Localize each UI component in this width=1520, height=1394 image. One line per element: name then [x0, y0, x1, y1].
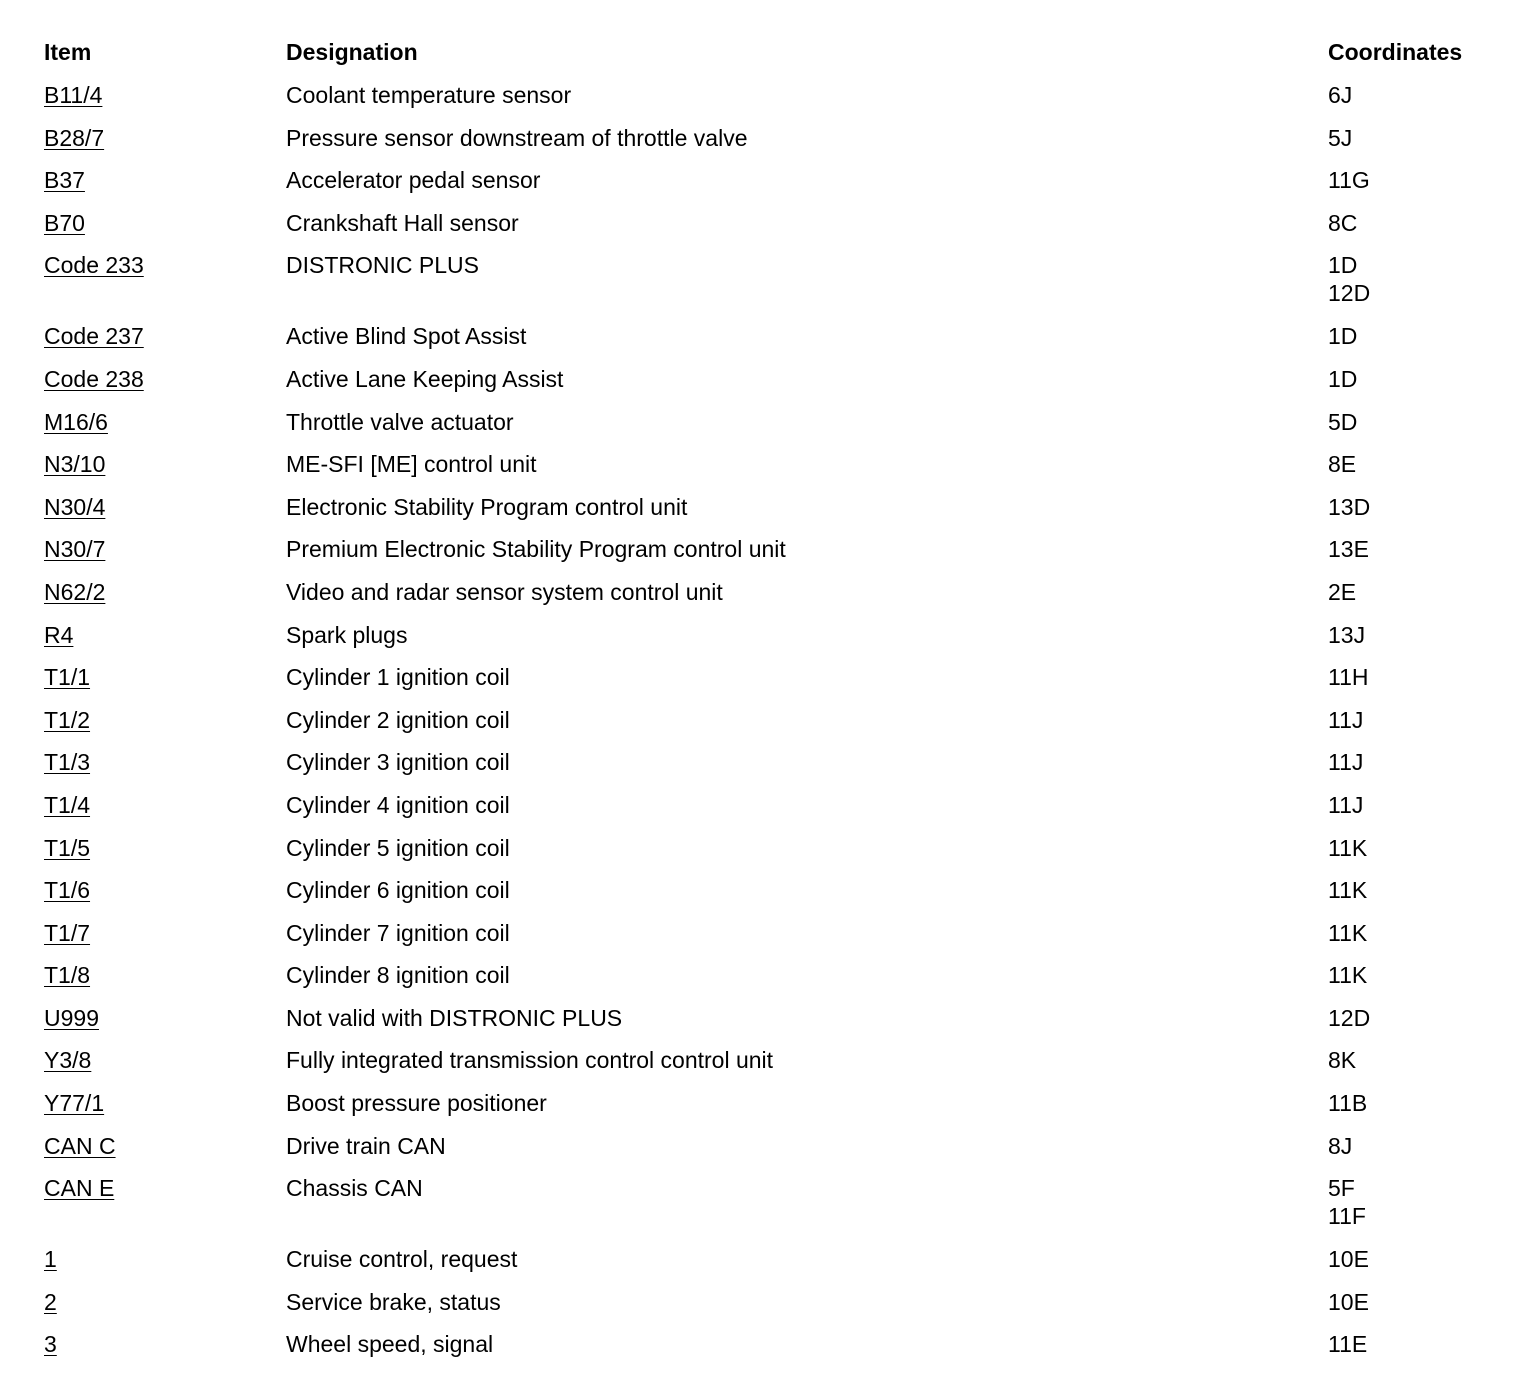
- item-cell: [44, 1089, 286, 1117]
- item-cell: [44, 166, 286, 194]
- item-link[interactable]: CAN C: [44, 1132, 116, 1159]
- coordinate-value: 2E: [1328, 578, 1357, 605]
- coordinates-cell: [1328, 209, 1484, 237]
- designation-cell: Wheel speed, signal: [286, 1331, 494, 1358]
- table-row: [44, 1132, 1484, 1175]
- table-row: [44, 919, 1484, 962]
- coordinate-value: 10E: [1328, 1288, 1369, 1315]
- item-cell: [44, 209, 286, 237]
- coordinates-cell: [1328, 166, 1484, 194]
- item-link[interactable]: B37: [44, 167, 85, 194]
- item-link[interactable]: B70: [44, 209, 85, 236]
- table-row: [44, 81, 1484, 124]
- table-row: [44, 1174, 1484, 1245]
- table-row: [44, 166, 1484, 209]
- item-cell: [44, 621, 286, 649]
- coordinate-value: 1D: [1328, 252, 1358, 279]
- item-link[interactable]: N30/7: [44, 536, 106, 563]
- table-row: [44, 663, 1484, 706]
- table-row: [44, 322, 1484, 365]
- item-link[interactable]: 3: [44, 1331, 57, 1358]
- designation-cell: Cylinder 1 ignition coil: [286, 664, 510, 691]
- coordinate-value: 11G: [1328, 167, 1370, 194]
- table-row: [44, 1245, 1484, 1288]
- item-cell: [44, 450, 286, 478]
- coordinates-cell: [1328, 450, 1484, 478]
- item-link[interactable]: N3/10: [44, 451, 106, 478]
- item-cell: [44, 365, 286, 393]
- coordinate-value: 13E: [1328, 536, 1369, 563]
- designation-cell: Cylinder 2 ignition coil: [286, 706, 510, 733]
- coordinates-cell: [1328, 1132, 1484, 1160]
- header-item: Item: [44, 39, 92, 65]
- item-cell: [44, 493, 286, 521]
- item-link[interactable]: U999: [44, 1004, 99, 1031]
- designation-cell: Pressure sensor downstream of throttle valve: [286, 124, 748, 151]
- designation-cell: Cylinder 8 ignition coil: [286, 962, 510, 989]
- coordinates-cell: [1328, 1245, 1484, 1273]
- coordinate-value: 12D: [1328, 280, 1371, 307]
- coordinate-value: 8C: [1328, 209, 1358, 236]
- coordinates-cell: [1328, 834, 1484, 862]
- coordinates-cell: [1328, 791, 1484, 819]
- designation-cell: Fully integrated transmission control control unit: [286, 1047, 774, 1074]
- item-link[interactable]: N30/4: [44, 493, 106, 520]
- item-cell: [44, 1245, 286, 1273]
- table-row: [44, 124, 1484, 167]
- item-cell: [44, 1174, 286, 1202]
- item-link[interactable]: CAN E: [44, 1175, 115, 1202]
- item-cell: [44, 1004, 286, 1032]
- item-link[interactable]: 1: [44, 1246, 57, 1273]
- table-row: [44, 209, 1484, 252]
- designation-cell: Throttle valve actuator: [286, 408, 514, 435]
- coordinate-value: 8K: [1328, 1047, 1357, 1074]
- designation-cell: ME-SFI [ME] control unit: [286, 451, 537, 478]
- item-link[interactable]: 2: [44, 1288, 57, 1315]
- coordinates-cell: [1328, 1046, 1484, 1074]
- table-row: [44, 791, 1484, 834]
- coordinates-cell: [1328, 408, 1484, 436]
- coordinate-value: 6J: [1328, 82, 1353, 108]
- item-cell: [44, 251, 286, 279]
- coordinate-value: 10E: [1328, 1246, 1369, 1273]
- coordinates-cell: [1328, 124, 1484, 152]
- table-row: [44, 876, 1484, 919]
- designation-cell: Cylinder 7 ignition coil: [286, 919, 510, 946]
- designation-cell: Crankshaft Hall sensor: [286, 209, 519, 236]
- table-row: [44, 251, 1484, 322]
- item-cell: [44, 124, 286, 152]
- designation-cell: Cruise control, request: [286, 1246, 518, 1273]
- table-row: [44, 1330, 1484, 1373]
- coordinates-cell: [1328, 322, 1484, 350]
- item-link[interactable]: T1/7: [44, 919, 91, 946]
- item-link[interactable]: B28/7: [44, 124, 105, 151]
- item-link[interactable]: T1/6: [44, 877, 91, 904]
- legend-table: [44, 38, 1484, 1373]
- coordinate-value: 11J: [1328, 706, 1364, 733]
- item-link[interactable]: R4: [44, 621, 74, 648]
- coordinate-value: 11J: [1328, 791, 1364, 818]
- designation-cell: Cylinder 4 ignition coil: [286, 791, 510, 818]
- coordinate-value: 13D: [1328, 493, 1371, 520]
- designation-cell: Video and radar sensor system control unit: [286, 578, 723, 605]
- coordinate-value: 5F: [1328, 1175, 1355, 1202]
- designation-cell: Spark plugs: [286, 621, 408, 648]
- item-link[interactable]: M16/6: [44, 408, 108, 435]
- item-cell: [44, 1330, 286, 1358]
- designation-cell: Service brake, status: [286, 1288, 501, 1315]
- designation-cell: DISTRONIC PLUS: [286, 252, 479, 279]
- item-link[interactable]: Y3/8: [44, 1047, 92, 1074]
- coordinates-cell: [1328, 663, 1484, 691]
- item-cell: [44, 535, 286, 563]
- table-row: [44, 1089, 1484, 1132]
- item-link[interactable]: N62/2: [44, 578, 106, 605]
- designation-cell: Cylinder 6 ignition coil: [286, 877, 510, 904]
- designation-cell: Active Lane Keeping Assist: [286, 365, 564, 392]
- designation-cell: Not valid with DISTRONIC PLUS: [286, 1004, 623, 1031]
- designation-cell: Active Blind Spot Assist: [286, 323, 527, 350]
- item-cell: [44, 834, 286, 862]
- designation-cell: Boost pressure positioner: [286, 1090, 547, 1117]
- table-row: [44, 408, 1484, 451]
- item-cell: [44, 1132, 286, 1160]
- table-row: [44, 1004, 1484, 1047]
- header-designation: Designation: [286, 39, 418, 65]
- coordinates-cell: [1328, 251, 1484, 307]
- coordinate-value: 8J: [1328, 1132, 1353, 1159]
- table-row: [44, 1288, 1484, 1331]
- coordinate-value: 1D: [1328, 323, 1358, 350]
- designation-cell: Cylinder 3 ignition coil: [286, 749, 510, 776]
- item-cell: [44, 748, 286, 776]
- header-row: [44, 38, 1484, 81]
- item-link[interactable]: T1/1: [44, 664, 91, 691]
- coordinates-cell: [1328, 493, 1484, 521]
- table-row: [44, 450, 1484, 493]
- coordinates-cell: [1328, 365, 1484, 393]
- table-row: [44, 493, 1484, 536]
- item-cell: [44, 706, 286, 734]
- item-cell: [44, 961, 286, 989]
- coordinate-value: 8E: [1328, 451, 1357, 478]
- coordinates-cell: [1328, 748, 1484, 776]
- coordinate-value: 5D: [1328, 408, 1358, 435]
- table-row: [44, 578, 1484, 621]
- item-cell: [44, 81, 286, 109]
- item-cell: [44, 1288, 286, 1316]
- table-row: [44, 1046, 1484, 1089]
- coordinates-cell: [1328, 706, 1484, 734]
- coordinates-cell: [1328, 81, 1484, 109]
- coordinates-cell: [1328, 1174, 1484, 1230]
- table-row: [44, 748, 1484, 791]
- table-row: [44, 365, 1484, 408]
- legend-rows: [44, 81, 1484, 1373]
- coordinate-value: 11K: [1328, 877, 1368, 904]
- coordinate-value: 11K: [1328, 962, 1368, 989]
- item-cell: [44, 876, 286, 904]
- item-link[interactable]: T1/4: [44, 791, 91, 818]
- coordinate-value: 11K: [1328, 919, 1368, 946]
- coordinates-cell: [1328, 621, 1484, 649]
- coordinate-value: 1D: [1328, 365, 1358, 392]
- designation-cell: Drive train CAN: [286, 1132, 446, 1159]
- item-link[interactable]: T1/2: [44, 706, 91, 733]
- designation-cell: Cylinder 5 ignition coil: [286, 834, 510, 861]
- table-row: [44, 621, 1484, 664]
- item-link[interactable]: T1/8: [44, 962, 91, 989]
- coordinate-value: 13J: [1328, 621, 1366, 648]
- item-cell: [44, 791, 286, 819]
- item-link[interactable]: Code 233: [44, 252, 144, 279]
- item-link[interactable]: B11/4: [44, 82, 103, 108]
- coordinate-value: 11H: [1328, 664, 1369, 691]
- item-link[interactable]: T1/5: [44, 834, 91, 861]
- coordinate-value: 11E: [1328, 1331, 1368, 1358]
- table-row: [44, 961, 1484, 1004]
- designation-cell: Premium Electronic Stability Program control unit: [286, 536, 786, 563]
- coordinates-cell: [1328, 919, 1484, 947]
- designation-cell: Accelerator pedal sensor: [286, 167, 541, 194]
- designation-cell: Chassis CAN: [286, 1175, 423, 1202]
- coordinates-cell: [1328, 578, 1484, 606]
- item-cell: [44, 1046, 286, 1074]
- table-row: [44, 535, 1484, 578]
- coordinates-cell: [1328, 1004, 1484, 1032]
- item-link[interactable]: T1/3: [44, 749, 91, 776]
- coordinates-cell: [1328, 1089, 1484, 1117]
- coordinate-value: 11K: [1328, 834, 1368, 861]
- coordinate-value: 11F: [1328, 1203, 1366, 1230]
- item-link[interactable]: Code 238: [44, 365, 144, 392]
- coordinate-value: 11B: [1328, 1090, 1368, 1117]
- coordinates-cell: [1328, 1330, 1484, 1358]
- table-row: [44, 834, 1484, 877]
- coordinates-cell: [1328, 1288, 1484, 1316]
- item-link[interactable]: Y77/1: [44, 1090, 105, 1117]
- designation-cell: Electronic Stability Program control unit: [286, 493, 688, 520]
- item-link[interactable]: Code 237: [44, 323, 144, 350]
- coordinate-value: 12D: [1328, 1004, 1371, 1031]
- item-cell: [44, 919, 286, 947]
- item-cell: [44, 408, 286, 436]
- coordinate-value: 5J: [1328, 124, 1353, 151]
- coordinates-cell: [1328, 961, 1484, 989]
- coordinates-cell: [1328, 876, 1484, 904]
- header-coordinates: Coordinates: [1328, 39, 1463, 65]
- coordinates-cell: [1328, 535, 1484, 563]
- item-cell: [44, 322, 286, 350]
- coordinate-value: 11J: [1328, 749, 1364, 776]
- item-cell: [44, 578, 286, 606]
- table-row: [44, 706, 1484, 749]
- designation-cell: Coolant temperature sensor: [286, 82, 572, 108]
- item-cell: [44, 663, 286, 691]
